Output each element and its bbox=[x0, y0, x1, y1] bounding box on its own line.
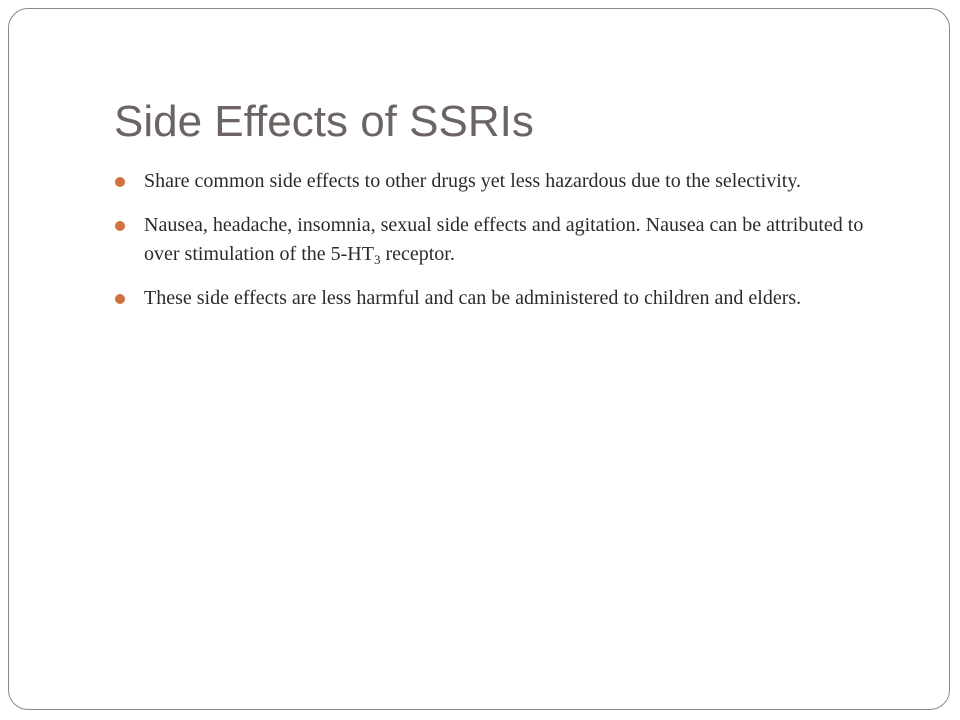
bullet-item bbox=[114, 284, 874, 313]
bullet-item bbox=[114, 167, 874, 196]
bullet-text: Share common side effects to other drugs yet less hazardous due to the selectivity. bbox=[144, 170, 802, 192]
bullet-dot-icon bbox=[115, 177, 125, 187]
bullet-text: These side effects are less harmful and can be administered to children and elders. bbox=[144, 287, 802, 309]
bullet-subscript: 3 bbox=[373, 252, 381, 267]
bullet-list bbox=[114, 167, 874, 328]
bullet-dot-icon bbox=[115, 294, 125, 304]
bullet-dot-icon bbox=[115, 221, 125, 231]
bullet-item bbox=[114, 211, 874, 269]
bullet-text: Nausea, headache, insomnia, sexual side effects and agitation. Nausea can be attributed to over stimulation of the 5-HT bbox=[144, 214, 864, 265]
slide-frame bbox=[8, 8, 950, 710]
bullet-text-after: receptor. bbox=[380, 243, 455, 265]
slide-title: Side Effects of SSRIs bbox=[114, 97, 534, 146]
